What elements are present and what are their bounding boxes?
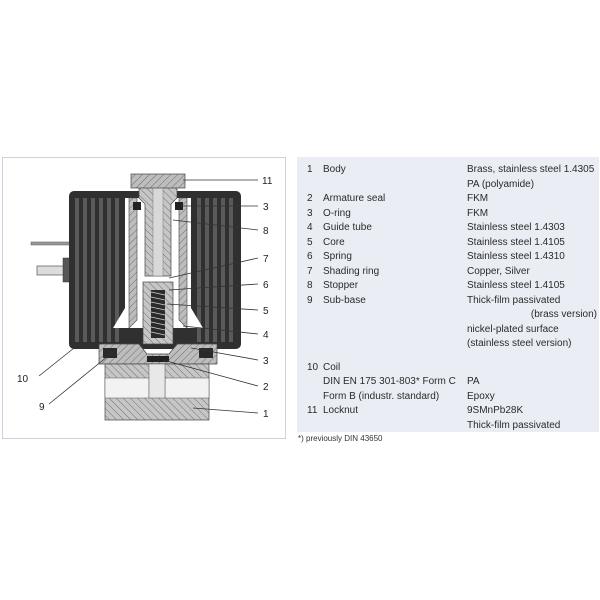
stopper: [139, 176, 177, 276]
cross-section-drawing: [2, 157, 286, 439]
callout-1: 1: [263, 409, 269, 420]
part-material: FKM: [467, 207, 489, 219]
part-number: [307, 323, 323, 338]
part-name: [323, 419, 467, 434]
part-name: Shading ring: [323, 265, 380, 277]
part-material: 9SMnPb28K: [467, 405, 524, 416]
callout-6: 6: [263, 280, 269, 291]
part-name: Spring: [323, 251, 352, 262]
part-name: Sub-base: [323, 294, 366, 306]
table-row: [307, 294, 599, 309]
part-number: 5: [307, 236, 313, 248]
part-name: [323, 337, 467, 352]
part-name: Armature seal: [323, 193, 386, 204]
part-name: O-ring: [323, 207, 351, 219]
part-number: [307, 419, 323, 434]
part-number: 1: [307, 164, 313, 175]
footnote: *) previously DIN 43650: [298, 434, 383, 443]
table-row: [307, 279, 599, 294]
part-material: Copper, Silver: [467, 265, 530, 277]
parts-table: [307, 163, 599, 433]
part-material: Brass, stainless steel 1.4305: [467, 164, 595, 175]
table-row: [307, 236, 599, 251]
part-number: 9: [307, 294, 313, 306]
part-name: Form B (industr. standard): [323, 390, 440, 402]
part-number: [307, 308, 323, 323]
callout-3a: 3: [263, 202, 269, 213]
part-material: Thick-film passivated: [467, 294, 561, 306]
part-name: [323, 308, 467, 323]
callout-4: 4: [263, 330, 269, 341]
valve-cross-section: [3, 158, 287, 440]
table-row: [307, 178, 599, 193]
part-material: [467, 361, 599, 376]
part-material: PA (polyamide): [467, 178, 535, 190]
part-number: 3: [307, 207, 313, 219]
callout-7: 7: [263, 254, 269, 265]
table-row: [307, 404, 599, 419]
part-name: Guide tube: [323, 222, 372, 233]
parts-list-panel: [297, 157, 599, 432]
callout-10: 10: [17, 374, 29, 385]
table-row: [307, 221, 599, 236]
part-material: Stainless steel 1.4310: [467, 251, 565, 262]
part-number: [307, 178, 323, 193]
part-name: [323, 178, 467, 193]
callout-9: 9: [39, 402, 45, 413]
table-row: [307, 207, 599, 222]
table-row: [307, 250, 599, 265]
part-number: 8: [307, 280, 313, 291]
callout-5: 5: [263, 306, 269, 317]
part-name: Coil: [323, 361, 341, 373]
valve-body: [105, 364, 209, 420]
part-material: Stainless steel 1.4105: [467, 236, 565, 248]
table-row: [307, 265, 599, 280]
part-number: [307, 337, 323, 352]
part-name: DIN EN 175 301-803* Form C: [323, 376, 456, 387]
locknut: [131, 174, 185, 188]
table-row: [307, 419, 599, 434]
table-row: [307, 163, 599, 178]
part-name: Locknut: [323, 405, 359, 416]
table-row: [307, 337, 599, 352]
table-row: [307, 308, 599, 323]
part-number: 7: [307, 265, 313, 277]
callout-8: 8: [263, 226, 269, 237]
part-material: Stainless steel 1.4303: [467, 222, 565, 233]
part-name: Stopper: [323, 280, 359, 291]
part-name: Body: [323, 164, 346, 175]
core: [143, 282, 173, 344]
part-material: Epoxy: [467, 390, 495, 402]
callout-3b: 3: [263, 356, 269, 367]
part-number: [307, 390, 323, 405]
callout-2: 2: [263, 382, 269, 393]
table-row: [307, 361, 599, 376]
part-material: Stainless steel 1.4105: [467, 280, 565, 291]
table-row: [307, 375, 599, 390]
part-material: nickel-plated surface: [467, 323, 559, 335]
part-number: 11: [307, 405, 318, 416]
part-material: PA: [467, 376, 480, 387]
part-material: FKM: [467, 193, 489, 204]
part-number: 4: [307, 222, 313, 233]
part-number: 2: [307, 193, 313, 204]
connector-pins: [31, 242, 75, 282]
table-row: [307, 323, 599, 338]
table-row: [307, 192, 599, 207]
table-spacer: [307, 352, 599, 361]
callout-11: 11: [262, 176, 273, 187]
part-name: [323, 323, 467, 338]
part-material: (brass version): [530, 309, 597, 320]
part-number: [307, 375, 323, 390]
part-number: 6: [307, 251, 313, 262]
table-row: [307, 390, 599, 405]
part-number: 10: [307, 361, 319, 373]
part-name: Core: [323, 236, 345, 248]
part-material: Thick-film passivated: [467, 419, 561, 431]
part-material: (stainless steel version): [467, 338, 572, 349]
